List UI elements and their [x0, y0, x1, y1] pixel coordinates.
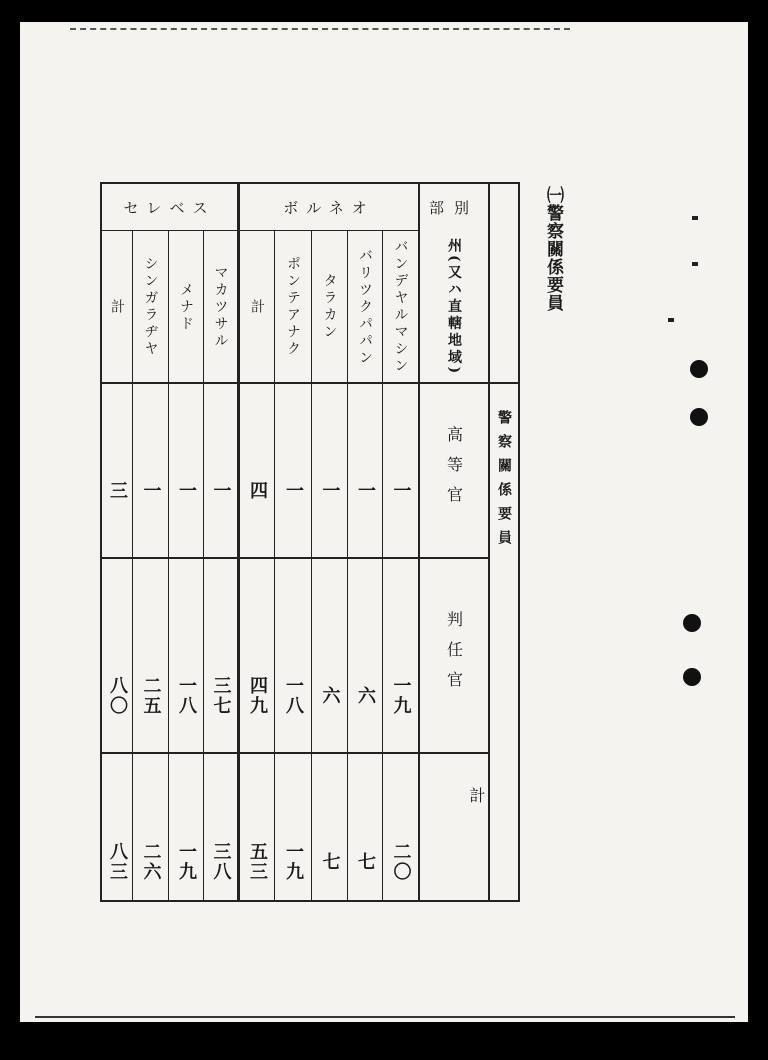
- table-border: [518, 182, 520, 902]
- value-senior: 一: [283, 480, 304, 501]
- value-junior: 六: [355, 685, 376, 706]
- section-title: ㈠警察關係要員: [543, 186, 563, 312]
- value-total: 一九: [176, 842, 197, 882]
- value-total: 二六: [140, 842, 162, 882]
- column-header-total: 計: [467, 787, 486, 817]
- margin-mark: [692, 262, 698, 266]
- table-line: [100, 230, 418, 231]
- corner-header: 部別: [428, 198, 479, 217]
- value-junior: 二五: [140, 675, 162, 716]
- group-header-celebes: セレベス: [123, 198, 216, 217]
- column-header-junior: 判任官: [444, 610, 464, 701]
- value-senior: 三: [107, 480, 128, 501]
- value-total: 一九: [283, 842, 304, 882]
- punch-hole: [683, 614, 701, 632]
- value-junior: 四九: [247, 675, 268, 716]
- punch-hole: [683, 668, 701, 686]
- top-rule: [70, 28, 570, 30]
- value-junior: 三七: [210, 675, 232, 716]
- margin-mark: [692, 216, 698, 220]
- value-senior: 一: [390, 480, 412, 501]
- value-senior: 一: [355, 480, 376, 501]
- row-name: バリツクパパン: [357, 247, 373, 367]
- row-name: ポンテアナク: [285, 256, 301, 358]
- row-name: バンデヤルマシン: [392, 239, 409, 375]
- value-junior: 一九: [390, 675, 412, 716]
- group-header-borneo: ボルネオ: [283, 198, 375, 217]
- value-junior: 八〇: [107, 675, 128, 716]
- row-name: タラカン: [321, 273, 338, 341]
- row-name: シンガラヂヤ: [142, 256, 159, 358]
- value-senior: 四: [247, 480, 268, 501]
- value-total: 三八: [210, 842, 232, 882]
- row-name-subtotal: 計: [109, 298, 125, 316]
- value-total: 七: [319, 852, 341, 872]
- margin-mark: [668, 318, 674, 322]
- value-junior: 六: [319, 685, 341, 706]
- value-senior: 一: [210, 480, 232, 501]
- punch-hole: [690, 360, 708, 378]
- value-senior: 一: [176, 480, 197, 501]
- state-column-header: 州(又ハ直轄地域): [446, 237, 462, 377]
- value-total: 七: [355, 852, 376, 872]
- row-name-subtotal: 計: [249, 298, 265, 316]
- side-header: 警察關係要員: [496, 410, 512, 554]
- value-junior: 一八: [176, 675, 197, 716]
- row-name: メナド: [178, 281, 194, 333]
- row-name: マカツサル: [212, 264, 229, 350]
- punch-hole: [690, 408, 708, 426]
- value-senior: 一: [140, 480, 162, 501]
- value-junior: 一八: [283, 675, 304, 716]
- table-border: [100, 900, 520, 902]
- value-senior: 一: [319, 480, 341, 501]
- column-header-senior: 高等官: [444, 425, 464, 516]
- value-total: 二〇: [390, 842, 412, 882]
- value-total: 五三: [247, 842, 268, 882]
- value-total: 八三: [107, 842, 128, 882]
- bottom-rule: [35, 1016, 735, 1018]
- personnel-table: [100, 182, 520, 902]
